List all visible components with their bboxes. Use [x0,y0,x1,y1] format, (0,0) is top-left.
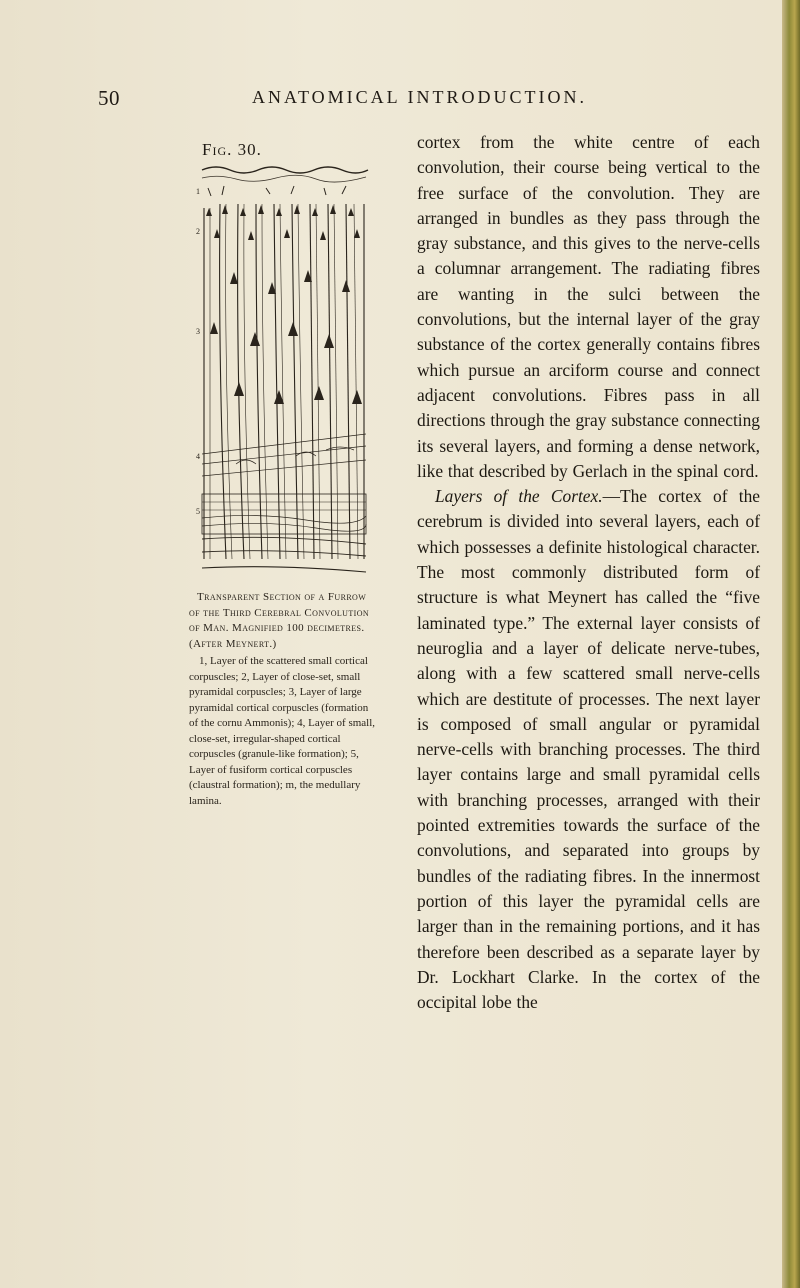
section-heading: Layers of the Cortex. [435,486,603,507]
body-paragraph-2 [417,484,760,1015]
layer-number-2: 2 [196,227,200,236]
layer-number-1: 1 [196,187,200,196]
body-text [417,130,760,1015]
running-head: ANATOMICAL INTRODUCTION. [252,87,587,107]
page-edge [782,0,800,1288]
body-paragraph-2-text: —The cortex of the cerebrum is divided into several layers, each of which possesses a definite histological character. The most commonly distributed form of structure is what Meynert has called the “five laminated type.” The external layer consists of neuroglia and a layer of delicate nerve-tubes, along with a few scattered small nerve-cells which are destitute of processes. The next layer is composed of small angular or pyramidal nerve-cells with branching processes. The third layer contains large and small pyramidal cells with branching processes, arranged with their pointed extremities towards the surface of the convolutions, and separated into groups by bundles of the radiating fibres. In the innermost portion of this layer the pyramidal cells are larger than in the remaining portions, and it has therefore been described as a separate layer by Dr. Lockhart Clarke. In the cortex of the occipital lobe the [417,486,760,1013]
figure-label: Fig. 30. [202,140,262,159]
histology-figure [196,164,372,584]
figure-caption [189,590,379,809]
layer-number-4: 4 [196,452,200,461]
page-header [0,86,782,110]
body-paragraph-1: cortex from the white centre of each convolution, their course being vertical to the free surface of the convolution. They are arranged in bundles as they pass through the gray substance, and this gives to the nerve-cells a columnar arrangement. The radiating fibres are wanting in the sulci between the convolutions, but the internal layer of the gray substance of the cortex generally contains fibres which pursue an arciform course and connect adjacent convolutions. Fibres pass in all directions through the gray substance connecting its several layers, and forming a dense network, like that described by Gerlach in the spinal cord. [417,132,760,481]
layer-number-5: 5 [196,507,200,516]
caption-title: Transparent Section of a Furrow of the Third Cerebral Convolution of Man. Magnified 100 decimetres. (After Meynert.) [189,591,370,650]
page-number: 50 [98,86,120,110]
layer-number-3: 3 [196,327,200,336]
caption-legend: 1, Layer of the scattered small cortical corpuscles; 2, Layer of close-set, small pyramidal corpuscles; 3, Layer of large pyramidal cortical corpuscles (formation of the cornu Ammonis); 4, Layer of small, close-set, irregular-shaped cortical corpuscles (granule-like formation); 5, Layer of fusiform cortical corpuscles (claustral formation); m, the medullary lamina. [189,655,376,807]
